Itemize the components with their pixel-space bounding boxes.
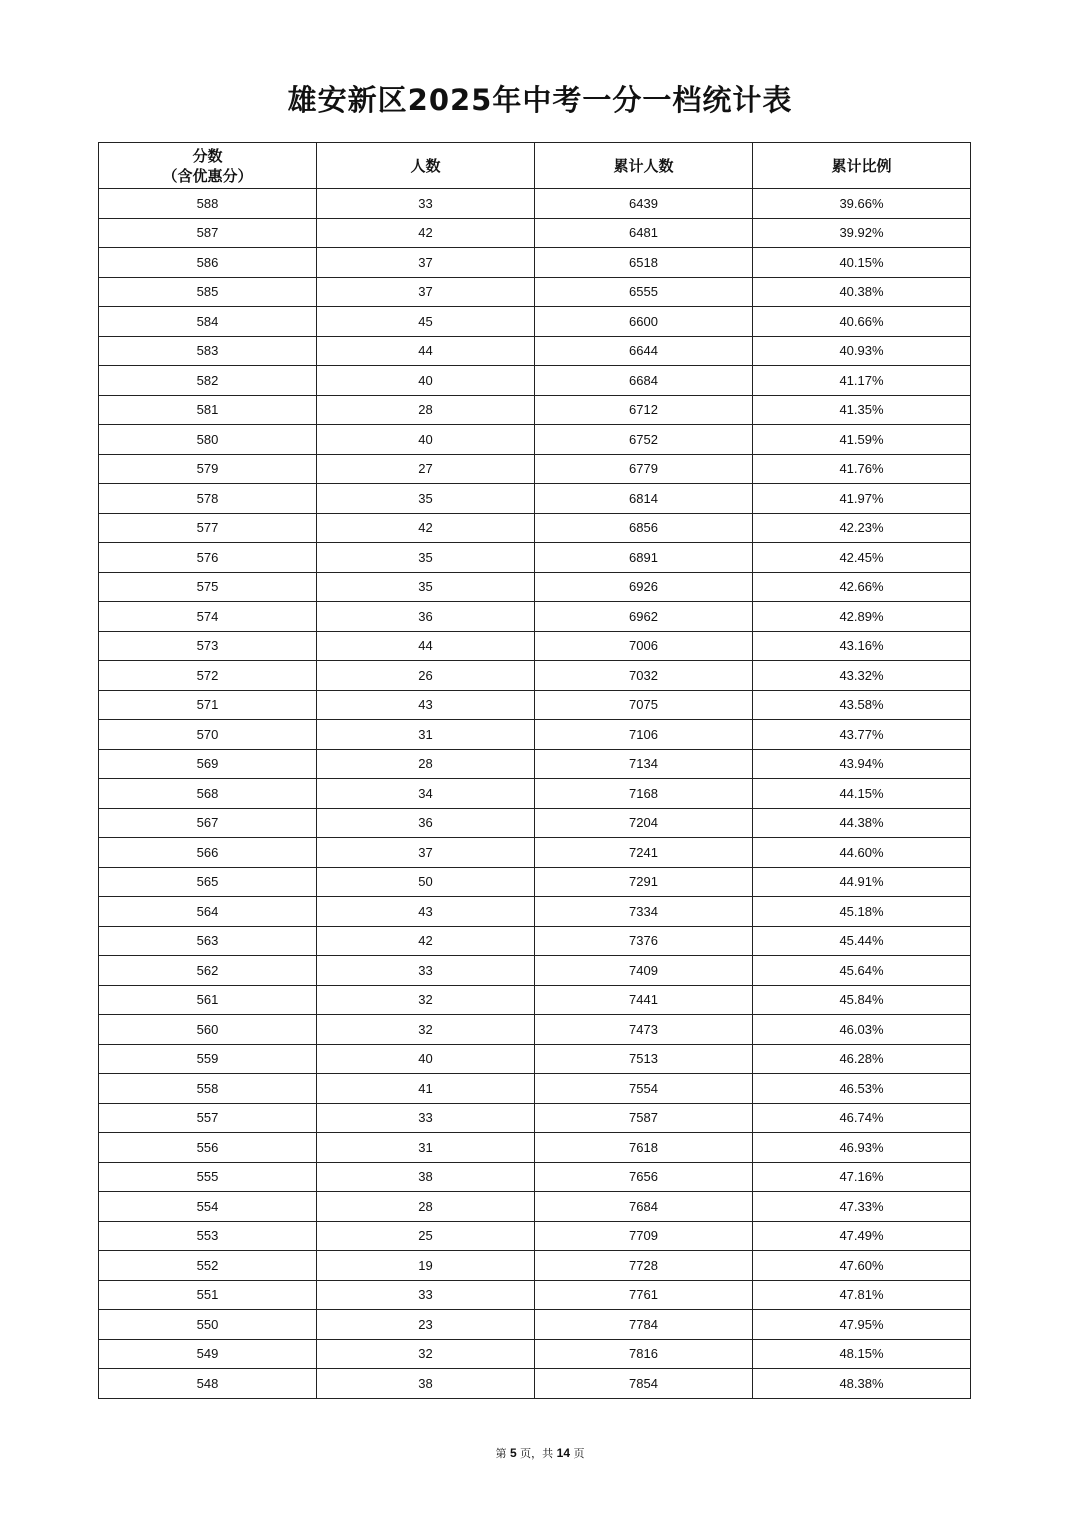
cell-ratio: 46.53% [753,1074,971,1104]
cell-score: 560 [99,1015,317,1045]
cell-cumulative: 6712 [535,395,753,425]
cell-count: 42 [317,218,535,248]
cell-ratio: 42.23% [753,513,971,543]
cell-ratio: 47.16% [753,1162,971,1192]
cell-score: 577 [99,513,317,543]
cell-score: 588 [99,189,317,219]
cell-ratio: 39.66% [753,189,971,219]
cell-count: 32 [317,1339,535,1369]
cell-score: 587 [99,218,317,248]
cell-ratio: 47.95% [753,1310,971,1340]
table-row [99,307,971,337]
cell-cumulative: 6518 [535,248,753,278]
cell-ratio: 41.59% [753,425,971,455]
cell-count: 43 [317,690,535,720]
cell-count: 34 [317,779,535,809]
cell-ratio: 47.49% [753,1221,971,1251]
cell-count: 35 [317,484,535,514]
footer-middle: 页，共 [520,1447,554,1460]
cell-cumulative: 6962 [535,602,753,632]
cell-cumulative: 6555 [535,277,753,307]
cell-cumulative: 6856 [535,513,753,543]
cell-ratio: 48.38% [753,1369,971,1399]
table-row [99,661,971,691]
cell-count: 32 [317,985,535,1015]
table-row [99,779,971,809]
cell-count: 33 [317,956,535,986]
score-distribution-table [98,142,971,1399]
cell-cumulative: 6752 [535,425,753,455]
table-row [99,1310,971,1340]
cell-score: 557 [99,1103,317,1133]
cell-ratio: 45.44% [753,926,971,956]
cell-cumulative: 6644 [535,336,753,366]
table-row [99,218,971,248]
cell-count: 35 [317,572,535,602]
table-row [99,749,971,779]
cell-ratio: 48.15% [753,1339,971,1369]
cell-score: 582 [99,366,317,396]
table-row [99,1251,971,1281]
cell-score: 556 [99,1133,317,1163]
cell-cumulative: 7032 [535,661,753,691]
cell-ratio: 42.66% [753,572,971,602]
table-row [99,277,971,307]
cell-score: 564 [99,897,317,927]
cell-ratio: 43.32% [753,661,971,691]
cell-score: 580 [99,425,317,455]
cell-cumulative: 7728 [535,1251,753,1281]
page-footer [0,1445,1080,1461]
cell-ratio: 40.66% [753,307,971,337]
cell-ratio: 46.28% [753,1044,971,1074]
cell-ratio: 45.84% [753,985,971,1015]
cell-ratio: 43.16% [753,631,971,661]
cell-count: 50 [317,867,535,897]
table-row [99,602,971,632]
cell-score: 573 [99,631,317,661]
cell-score: 552 [99,1251,317,1281]
cell-count: 31 [317,720,535,750]
cell-cumulative: 7134 [535,749,753,779]
cell-ratio: 41.17% [753,366,971,396]
cell-ratio: 43.58% [753,690,971,720]
table-row [99,1133,971,1163]
table-row [99,897,971,927]
table-row [99,720,971,750]
cell-score: 555 [99,1162,317,1192]
table-row [99,690,971,720]
cell-cumulative: 7441 [535,985,753,1015]
cell-ratio: 47.60% [753,1251,971,1281]
cell-score: 586 [99,248,317,278]
cell-count: 27 [317,454,535,484]
cell-score: 553 [99,1221,317,1251]
cell-count: 44 [317,631,535,661]
cell-score: 578 [99,484,317,514]
cell-score: 575 [99,572,317,602]
cell-score: 585 [99,277,317,307]
cell-ratio: 40.93% [753,336,971,366]
cell-cumulative: 7241 [535,838,753,868]
cell-score: 584 [99,307,317,337]
header-row [99,143,971,189]
footer-page-number: 5 [509,1446,517,1460]
cell-ratio: 41.76% [753,454,971,484]
cell-score: 562 [99,956,317,986]
cell-ratio: 44.15% [753,779,971,809]
cell-count: 37 [317,838,535,868]
cell-cumulative: 7761 [535,1280,753,1310]
cell-count: 35 [317,543,535,573]
table-row [99,484,971,514]
cell-count: 45 [317,307,535,337]
cell-cumulative: 7291 [535,867,753,897]
cell-ratio: 47.81% [753,1280,971,1310]
table-header [99,143,971,189]
footer-suffix: 页 [573,1447,585,1460]
cell-ratio: 47.33% [753,1192,971,1222]
cell-count: 28 [317,1192,535,1222]
header-ratio: 累计比例 [753,143,971,189]
table-row [99,1221,971,1251]
cell-count: 44 [317,336,535,366]
cell-count: 28 [317,749,535,779]
table-row [99,1044,971,1074]
cell-count: 37 [317,277,535,307]
cell-score: 579 [99,454,317,484]
table-row [99,543,971,573]
cell-cumulative: 7709 [535,1221,753,1251]
table-row [99,513,971,543]
cell-score: 565 [99,867,317,897]
cell-cumulative: 7684 [535,1192,753,1222]
header-score [99,143,317,189]
table-body [99,189,971,1399]
cell-cumulative: 7587 [535,1103,753,1133]
cell-count: 43 [317,897,535,927]
cell-ratio: 40.15% [753,248,971,278]
cell-cumulative: 7334 [535,897,753,927]
cell-cumulative: 6891 [535,543,753,573]
cell-count: 33 [317,1280,535,1310]
cell-score: 568 [99,779,317,809]
footer-total-pages: 14 [556,1446,571,1460]
table-row [99,808,971,838]
cell-ratio: 46.93% [753,1133,971,1163]
cell-cumulative: 7106 [535,720,753,750]
cell-count: 42 [317,926,535,956]
cell-cumulative: 6779 [535,454,753,484]
cell-ratio: 46.03% [753,1015,971,1045]
cell-cumulative: 7473 [535,1015,753,1045]
cell-count: 37 [317,248,535,278]
cell-score: 551 [99,1280,317,1310]
cell-score: 561 [99,985,317,1015]
table-row [99,572,971,602]
cell-score: 548 [99,1369,317,1399]
cell-score: 550 [99,1310,317,1340]
cell-score: 558 [99,1074,317,1104]
cell-cumulative: 7409 [535,956,753,986]
cell-cumulative: 7656 [535,1162,753,1192]
cell-count: 42 [317,513,535,543]
table-row [99,336,971,366]
cell-cumulative: 6926 [535,572,753,602]
header-count: 人数 [317,143,535,189]
cell-score: 574 [99,602,317,632]
cell-ratio: 44.91% [753,867,971,897]
cell-count: 26 [317,661,535,691]
table-row [99,1074,971,1104]
cell-ratio: 44.60% [753,838,971,868]
cell-count: 23 [317,1310,535,1340]
header-cumulative: 累计人数 [535,143,753,189]
cell-score: 567 [99,808,317,838]
cell-cumulative: 7618 [535,1133,753,1163]
table-row [99,985,971,1015]
cell-score: 549 [99,1339,317,1369]
cell-ratio: 45.18% [753,897,971,927]
cell-count: 25 [317,1221,535,1251]
table-row [99,1339,971,1369]
cell-ratio: 45.64% [753,956,971,986]
cell-count: 19 [317,1251,535,1281]
table-row [99,454,971,484]
cell-cumulative: 7513 [535,1044,753,1074]
cell-ratio: 41.97% [753,484,971,514]
cell-ratio: 43.94% [753,749,971,779]
table-row [99,1103,971,1133]
cell-count: 36 [317,808,535,838]
table-row [99,838,971,868]
table-row [99,1015,971,1045]
table-row [99,395,971,425]
cell-score: 583 [99,336,317,366]
cell-score: 581 [99,395,317,425]
table-row [99,956,971,986]
cell-cumulative: 6600 [535,307,753,337]
cell-score: 572 [99,661,317,691]
cell-score: 569 [99,749,317,779]
cell-cumulative: 7376 [535,926,753,956]
cell-cumulative: 7784 [535,1310,753,1340]
cell-cumulative: 7075 [535,690,753,720]
header-score-note: （含优惠分） [162,166,253,185]
cell-score: 570 [99,720,317,750]
table-row [99,1369,971,1399]
cell-count: 36 [317,602,535,632]
cell-cumulative: 6814 [535,484,753,514]
cell-cumulative: 7006 [535,631,753,661]
header-score-label: 分数 [192,146,223,165]
cell-cumulative: 6439 [535,189,753,219]
cell-cumulative: 7854 [535,1369,753,1399]
cell-count: 31 [317,1133,535,1163]
table-row [99,1192,971,1222]
cell-count: 41 [317,1074,535,1104]
table-row [99,867,971,897]
cell-count: 33 [317,1103,535,1133]
cell-score: 566 [99,838,317,868]
table-row [99,926,971,956]
table-row [99,248,971,278]
cell-ratio: 41.35% [753,395,971,425]
table-row [99,189,971,219]
cell-count: 38 [317,1162,535,1192]
cell-ratio: 44.38% [753,808,971,838]
cell-cumulative: 6684 [535,366,753,396]
cell-count: 38 [317,1369,535,1399]
cell-ratio: 42.89% [753,602,971,632]
table-row [99,366,971,396]
cell-ratio: 43.77% [753,720,971,750]
cell-count: 40 [317,1044,535,1074]
cell-cumulative: 7204 [535,808,753,838]
cell-cumulative: 7816 [535,1339,753,1369]
cell-cumulative: 7168 [535,779,753,809]
document-title: 雄安新区2025年中考一分一档统计表 [287,83,793,117]
cell-count: 40 [317,366,535,396]
cell-score: 559 [99,1044,317,1074]
table-row [99,1162,971,1192]
cell-ratio: 39.92% [753,218,971,248]
cell-count: 33 [317,189,535,219]
cell-ratio: 40.38% [753,277,971,307]
cell-cumulative: 7554 [535,1074,753,1104]
cell-count: 28 [317,395,535,425]
cell-count: 32 [317,1015,535,1045]
cell-count: 40 [317,425,535,455]
cell-ratio: 46.74% [753,1103,971,1133]
cell-score: 571 [99,690,317,720]
cell-score: 563 [99,926,317,956]
cell-score: 554 [99,1192,317,1222]
cell-ratio: 42.45% [753,543,971,573]
footer-prefix: 第 [495,1447,507,1460]
table-row [99,1280,971,1310]
cell-score: 576 [99,543,317,573]
table-row [99,631,971,661]
table-row [99,425,971,455]
cell-cumulative: 6481 [535,218,753,248]
